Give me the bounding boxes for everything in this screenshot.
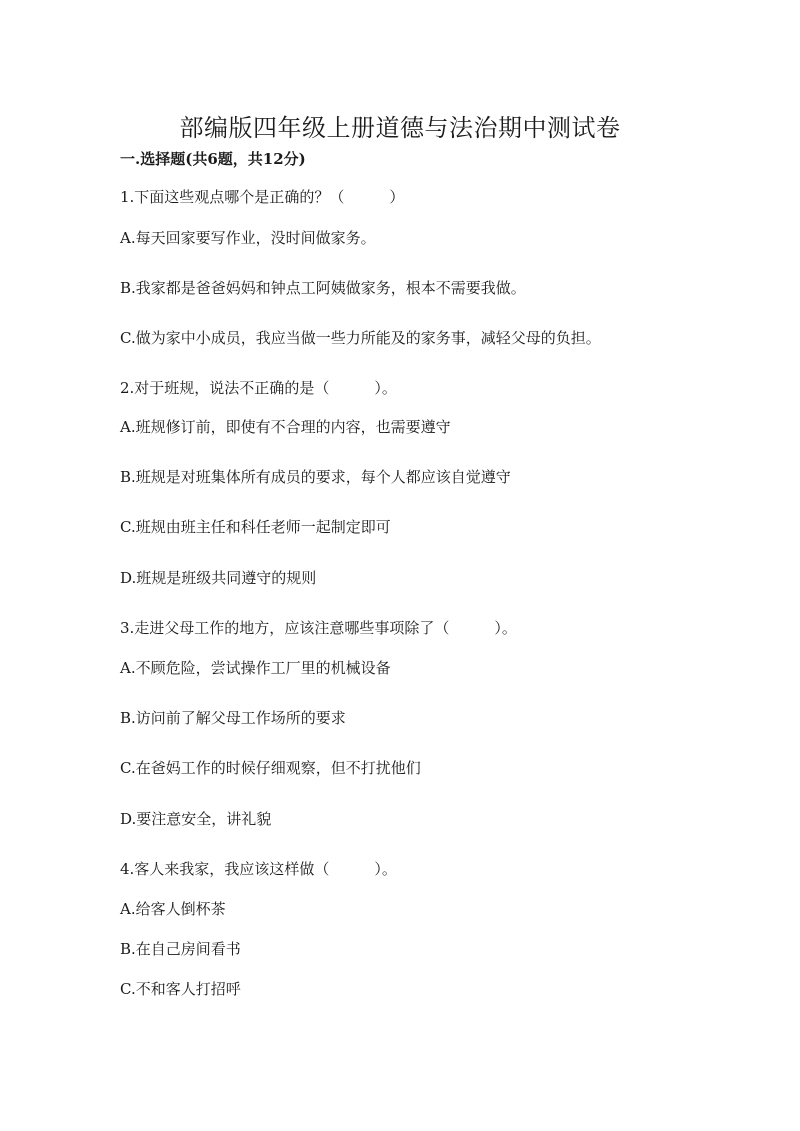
- question-2-stem: 2.对于班规，说法不正确的是（ ）。: [120, 379, 397, 397]
- question-3-option-b: B.访问前了解父母工作场所的要求: [120, 709, 346, 727]
- question-2-option-d: D.班规是班级共同遵守的规则: [120, 569, 317, 587]
- question-1-option-a: A.每天回家要写作业，没时间做家务。: [120, 229, 376, 247]
- question-2-option-a: A.班规修订前，即使有不合理的内容，也需要遵守: [120, 418, 451, 436]
- question-1-option-b: B.我家都是爸爸妈妈和钟点工阿姨做家务，根本不需要我做。: [120, 279, 526, 297]
- question-1-stem: 1.下面这些观点哪个是正确的？（ ）: [120, 188, 405, 206]
- section-heading: 一.选择题(共6题，共12分): [120, 150, 306, 168]
- question-4-option-a: A.给客人倒杯茶: [120, 900, 226, 918]
- question-2-option-c: C.班规由班主任和科任老师一起制定即可: [120, 518, 391, 536]
- question-4-stem: 4.客人来我家，我应该这样做（ ）。: [120, 860, 397, 878]
- question-3-option-c: C.在爸妈工作的时候仔细观察，但不打扰他们: [120, 759, 421, 777]
- question-3-stem: 3.走进父母工作的地方，应该注意哪些事项除了（ ）。: [120, 619, 517, 637]
- page-title: 部编版四年级上册道德与法治期中测试卷: [179, 114, 621, 143]
- question-4-option-c: C.不和客人打招呼: [120, 980, 241, 998]
- question-3-option-d: D.要注意安全，讲礼貌: [120, 810, 272, 828]
- question-1-option-c: C.做为家中小成员，我应当做一些力所能及的家务事，减轻父母的负担。: [120, 329, 601, 347]
- question-3-option-a: A.不顾危险，尝试操作工厂里的机械设备: [120, 659, 391, 677]
- question-4-option-b: B.在自己房间看书: [120, 940, 241, 958]
- question-2-option-b: B.班规是对班集体所有成员的要求，每个人都应该自觉遵守: [120, 468, 511, 486]
